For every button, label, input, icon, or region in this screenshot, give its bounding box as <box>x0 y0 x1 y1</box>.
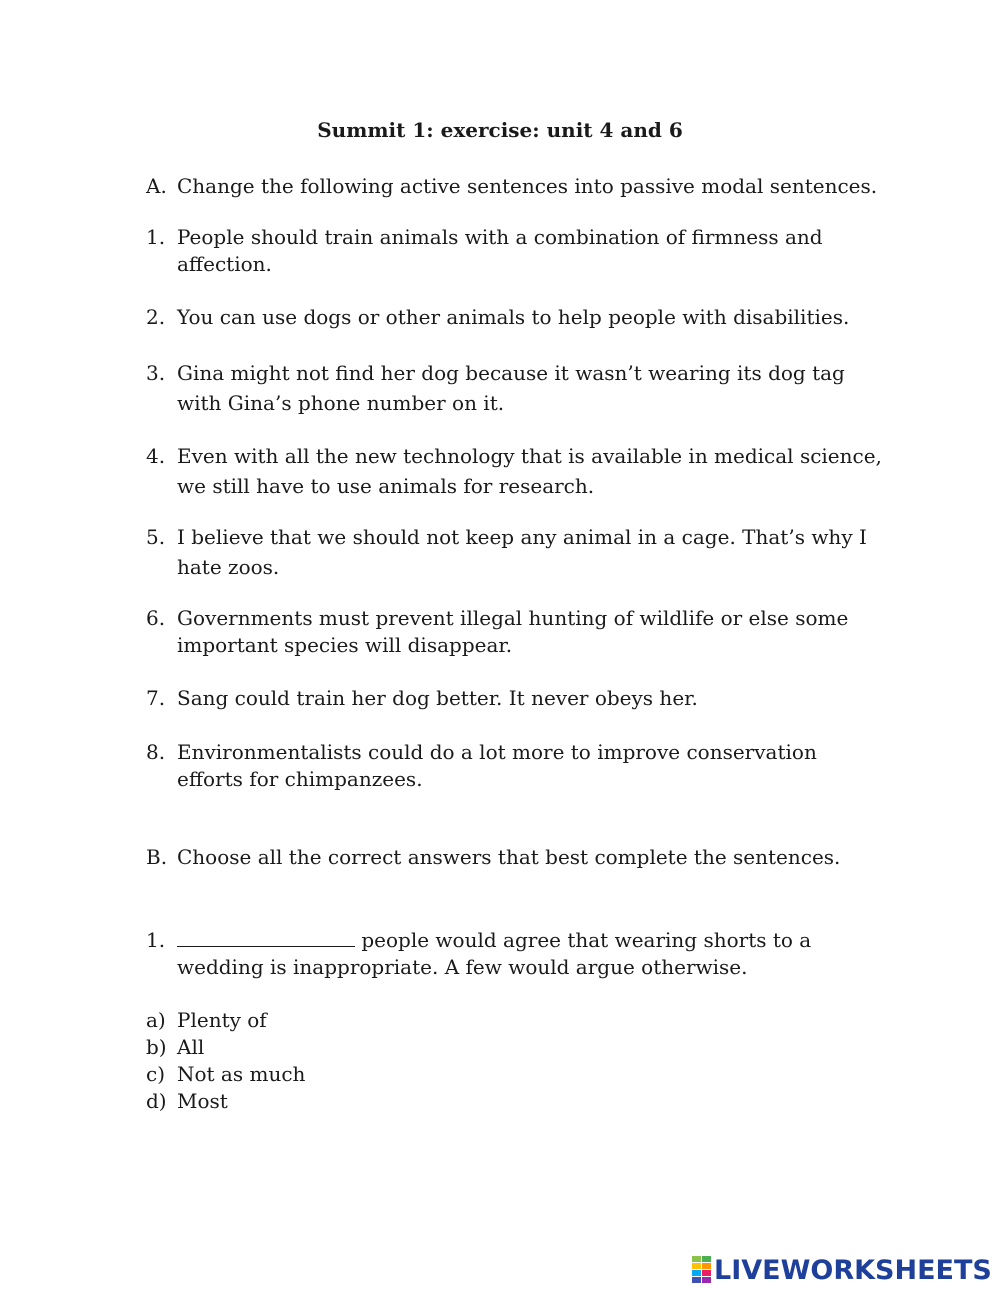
option-letter: c) <box>146 1062 166 1086</box>
option-text: Plenty of <box>177 1008 267 1032</box>
list-item <box>146 441 886 501</box>
page-title: Summit 1: exercise: unit 4 and 6 <box>317 118 683 142</box>
item-number: 6. <box>146 606 166 630</box>
instruction-text: Choose all the correct answers that best complete the sentences. <box>177 845 841 869</box>
item-number: 1. <box>146 928 166 952</box>
list-item <box>146 358 886 418</box>
option-text: All <box>177 1035 205 1059</box>
option-item[interactable] <box>146 1088 886 1115</box>
instruction-text: Change the following active sentences into passive modal sentences. <box>177 174 878 198</box>
list-item <box>146 522 886 582</box>
section-a-instruction <box>146 173 886 200</box>
item-text: I believe that we should not keep any animal in a cage. That’s why I hate zoos. <box>177 525 867 579</box>
question-item <box>146 927 886 981</box>
list-item <box>146 685 886 712</box>
section-b-instruction <box>146 844 886 871</box>
answer-blank[interactable] <box>177 928 355 947</box>
item-number: 4. <box>146 444 166 468</box>
logo-text: LIVEWORKSHEETS <box>714 1254 992 1286</box>
item-number: 5. <box>146 525 166 549</box>
list-item <box>146 739 886 793</box>
item-number: 7. <box>146 686 166 710</box>
question-text <box>177 927 886 981</box>
item-text: Gina might not find her dog because it wasn’t wearing its dog tag with Gina’s phone number on it. <box>177 361 845 415</box>
section-marker: B. <box>146 845 168 869</box>
item-number: 8. <box>146 740 166 764</box>
item-number: 1. <box>146 225 166 249</box>
list-item <box>146 224 886 278</box>
option-text: Most <box>177 1089 228 1113</box>
list-item <box>146 304 886 331</box>
question-sentence: people would agree that wearing shorts to a wedding is inappropriate. A few would argue otherwise. <box>177 928 812 979</box>
list-item <box>146 605 886 659</box>
option-letter: d) <box>146 1089 167 1113</box>
option-letter: b) <box>146 1035 167 1059</box>
item-text: Sang could train her dog better. It never obeys her. <box>177 686 698 710</box>
option-item[interactable] <box>146 1061 886 1088</box>
option-letter: a) <box>146 1008 166 1032</box>
item-text: You can use dogs or other animals to help people with disabilities. <box>177 305 850 329</box>
item-number: 2. <box>146 305 166 329</box>
liveworksheets-logo <box>692 1252 992 1288</box>
item-text: Governments must prevent illegal hunting of wildlife or else some important species will disappear. <box>177 606 849 657</box>
option-text: Not as much <box>177 1062 306 1086</box>
item-text: Even with all the new technology that is available in medical science, we still have to use animals for research. <box>177 444 882 498</box>
section-marker: A. <box>146 174 167 198</box>
item-number: 3. <box>146 361 166 385</box>
item-text: People should train animals with a combination of firmness and affection. <box>177 225 823 276</box>
option-item[interactable] <box>146 1034 886 1061</box>
option-item[interactable] <box>146 1007 886 1034</box>
liveworksheets-logo-icon <box>692 1255 712 1285</box>
item-text: Environmentalists could do a lot more to improve conservation efforts for chimpanzees. <box>177 740 817 791</box>
